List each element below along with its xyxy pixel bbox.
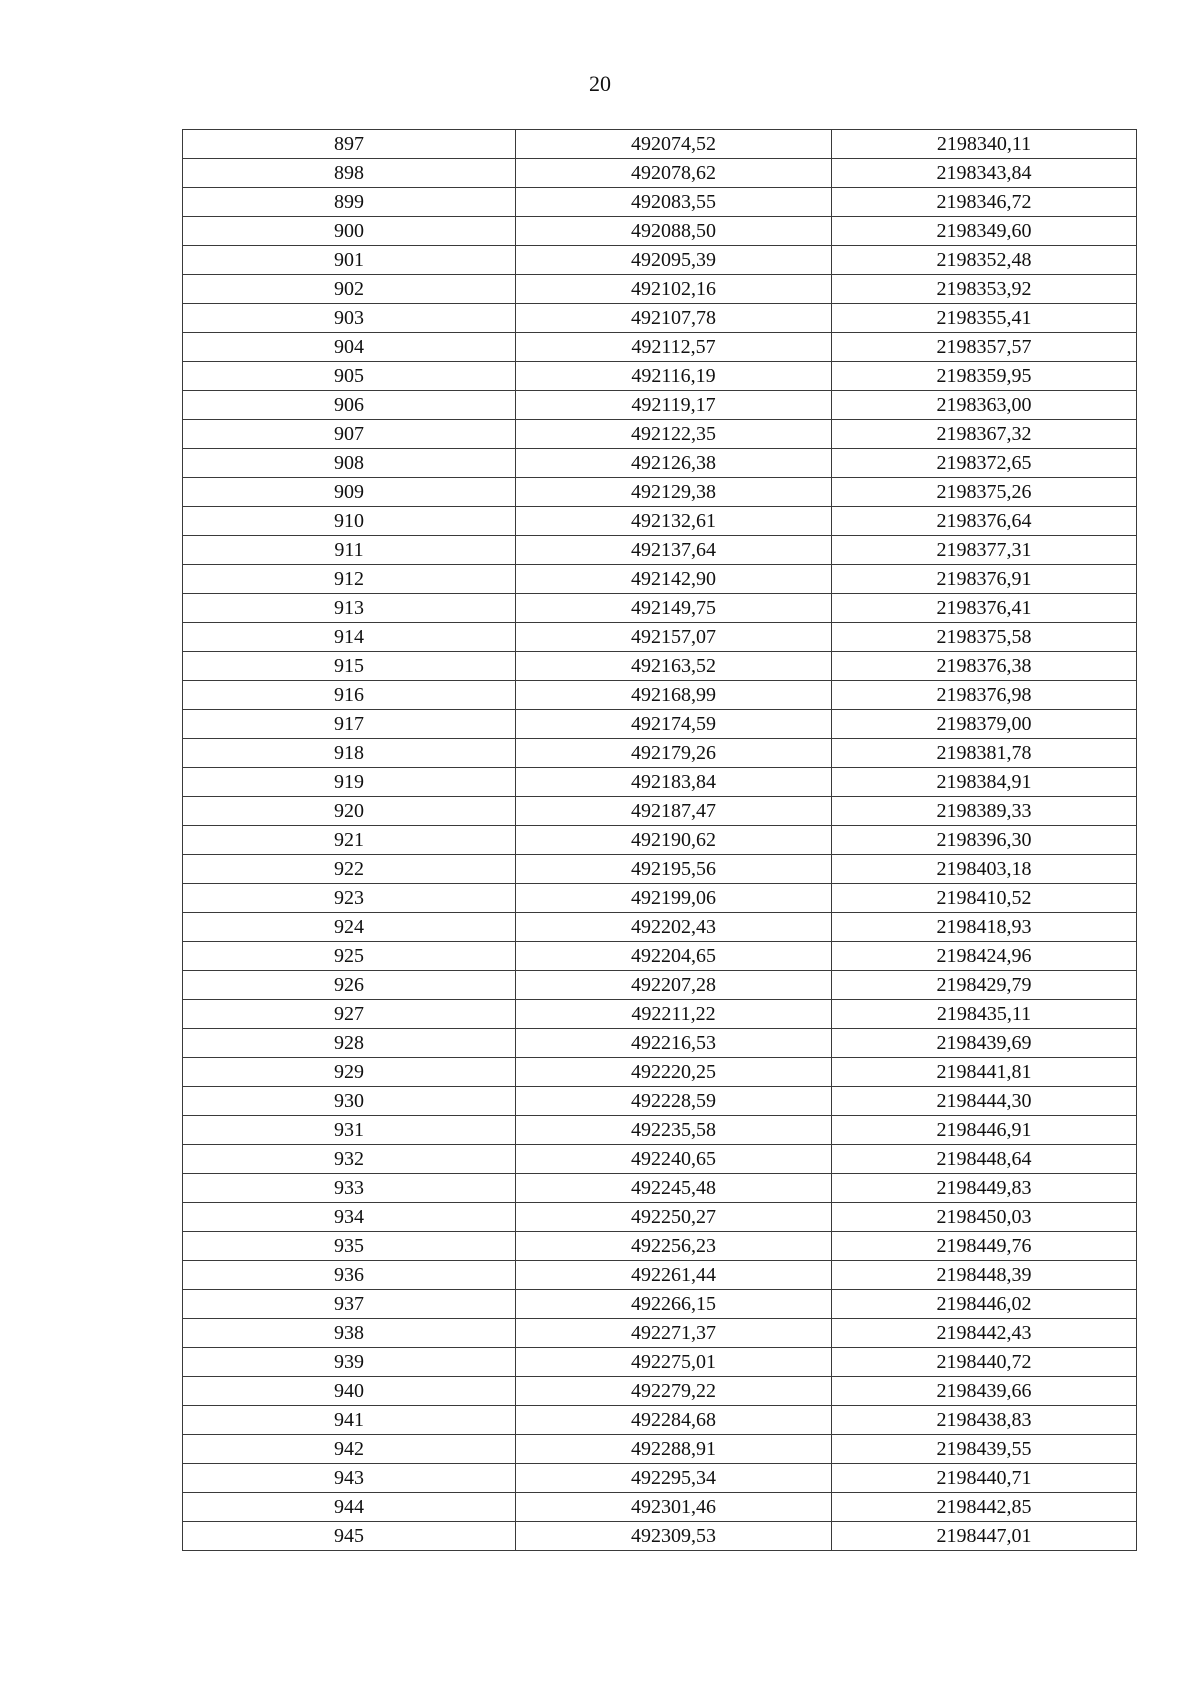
x-coordinate-cell: 492279,22	[516, 1377, 832, 1406]
y-coordinate-cell: 2198376,98	[832, 681, 1137, 710]
table-row	[183, 797, 1137, 826]
x-coordinate-cell: 492163,52	[516, 652, 832, 681]
point-number-cell: 940	[183, 1377, 516, 1406]
y-coordinate-cell: 2198349,60	[832, 217, 1137, 246]
point-number-cell: 937	[183, 1290, 516, 1319]
x-coordinate-cell: 492095,39	[516, 246, 832, 275]
x-coordinate-cell: 492275,01	[516, 1348, 832, 1377]
point-number-cell: 920	[183, 797, 516, 826]
point-number-cell: 900	[183, 217, 516, 246]
x-coordinate-cell: 492240,65	[516, 1145, 832, 1174]
x-coordinate-cell: 492235,58	[516, 1116, 832, 1145]
y-coordinate-cell: 2198396,30	[832, 826, 1137, 855]
table-row	[183, 1000, 1137, 1029]
y-coordinate-cell: 2198435,11	[832, 1000, 1137, 1029]
table-row	[183, 1290, 1137, 1319]
point-number-cell: 919	[183, 768, 516, 797]
table-row	[183, 971, 1137, 1000]
y-coordinate-cell: 2198372,65	[832, 449, 1137, 478]
table-row	[183, 1377, 1137, 1406]
point-number-cell: 941	[183, 1406, 516, 1435]
y-coordinate-cell: 2198355,41	[832, 304, 1137, 333]
point-number-cell: 926	[183, 971, 516, 1000]
table-row	[183, 420, 1137, 449]
table-row	[183, 1261, 1137, 1290]
point-number-cell: 914	[183, 623, 516, 652]
point-number-cell: 908	[183, 449, 516, 478]
point-number-cell: 903	[183, 304, 516, 333]
y-coordinate-cell: 2198359,95	[832, 362, 1137, 391]
table-row	[183, 826, 1137, 855]
table-row	[183, 362, 1137, 391]
table-row	[183, 1232, 1137, 1261]
y-coordinate-cell: 2198353,92	[832, 275, 1137, 304]
table-row	[183, 1435, 1137, 1464]
table-row	[183, 449, 1137, 478]
x-coordinate-cell: 492199,06	[516, 884, 832, 913]
point-number-cell: 905	[183, 362, 516, 391]
x-coordinate-cell: 492202,43	[516, 913, 832, 942]
x-coordinate-cell: 492309,53	[516, 1522, 832, 1551]
y-coordinate-cell: 2198449,76	[832, 1232, 1137, 1261]
table-row	[183, 188, 1137, 217]
point-number-cell: 929	[183, 1058, 516, 1087]
x-coordinate-cell: 492256,23	[516, 1232, 832, 1261]
x-coordinate-cell: 492107,78	[516, 304, 832, 333]
point-number-cell: 938	[183, 1319, 516, 1348]
y-coordinate-cell: 2198450,03	[832, 1203, 1137, 1232]
point-number-cell: 930	[183, 1087, 516, 1116]
y-coordinate-cell: 2198389,33	[832, 797, 1137, 826]
x-coordinate-cell: 492078,62	[516, 159, 832, 188]
x-coordinate-cell: 492271,37	[516, 1319, 832, 1348]
x-coordinate-cell: 492168,99	[516, 681, 832, 710]
x-coordinate-cell: 492266,15	[516, 1290, 832, 1319]
y-coordinate-cell: 2198439,66	[832, 1377, 1137, 1406]
point-number-cell: 911	[183, 536, 516, 565]
table-row	[183, 275, 1137, 304]
point-number-cell: 921	[183, 826, 516, 855]
y-coordinate-cell: 2198438,83	[832, 1406, 1137, 1435]
x-coordinate-cell: 492102,16	[516, 275, 832, 304]
x-coordinate-cell: 492284,68	[516, 1406, 832, 1435]
page-number: 20	[589, 71, 611, 96]
point-number-cell: 944	[183, 1493, 516, 1522]
x-coordinate-cell: 492187,47	[516, 797, 832, 826]
point-number-cell: 897	[183, 130, 516, 159]
x-coordinate-cell: 492301,46	[516, 1493, 832, 1522]
y-coordinate-cell: 2198442,85	[832, 1493, 1137, 1522]
coordinates-table	[182, 129, 1137, 1551]
point-number-cell: 932	[183, 1145, 516, 1174]
point-number-cell: 923	[183, 884, 516, 913]
table-row	[183, 391, 1137, 420]
table-row	[183, 884, 1137, 913]
point-number-cell: 927	[183, 1000, 516, 1029]
table-row	[183, 478, 1137, 507]
point-number-cell: 904	[183, 333, 516, 362]
y-coordinate-cell: 2198376,41	[832, 594, 1137, 623]
point-number-cell: 945	[183, 1522, 516, 1551]
y-coordinate-cell: 2198357,57	[832, 333, 1137, 362]
point-number-cell: 912	[183, 565, 516, 594]
table-row	[183, 710, 1137, 739]
table-row	[183, 159, 1137, 188]
y-coordinate-cell: 2198440,72	[832, 1348, 1137, 1377]
table-row	[183, 1203, 1137, 1232]
point-number-cell: 925	[183, 942, 516, 971]
x-coordinate-cell: 492179,26	[516, 739, 832, 768]
y-coordinate-cell: 2198444,30	[832, 1087, 1137, 1116]
table-row	[183, 217, 1137, 246]
point-number-cell: 901	[183, 246, 516, 275]
table-row	[183, 1116, 1137, 1145]
x-coordinate-cell: 492126,38	[516, 449, 832, 478]
table-row	[183, 623, 1137, 652]
point-number-cell: 918	[183, 739, 516, 768]
table-row	[183, 1174, 1137, 1203]
table-row	[183, 942, 1137, 971]
point-number-cell: 936	[183, 1261, 516, 1290]
y-coordinate-cell: 2198403,18	[832, 855, 1137, 884]
point-number-cell: 924	[183, 913, 516, 942]
point-number-cell: 898	[183, 159, 516, 188]
table-row	[183, 652, 1137, 681]
table-row	[183, 855, 1137, 884]
table-row	[183, 1058, 1137, 1087]
table-row	[183, 1464, 1137, 1493]
table-row	[183, 565, 1137, 594]
x-coordinate-cell: 492211,22	[516, 1000, 832, 1029]
x-coordinate-cell: 492122,35	[516, 420, 832, 449]
table-row	[183, 130, 1137, 159]
x-coordinate-cell: 492204,65	[516, 942, 832, 971]
point-number-cell: 906	[183, 391, 516, 420]
table-row	[183, 333, 1137, 362]
y-coordinate-cell: 2198441,81	[832, 1058, 1137, 1087]
point-number-cell: 899	[183, 188, 516, 217]
y-coordinate-cell: 2198381,78	[832, 739, 1137, 768]
x-coordinate-cell: 492157,07	[516, 623, 832, 652]
table-row	[183, 1145, 1137, 1174]
y-coordinate-cell: 2198447,01	[832, 1522, 1137, 1551]
y-coordinate-cell: 2198375,58	[832, 623, 1137, 652]
table-row	[183, 594, 1137, 623]
point-number-cell: 933	[183, 1174, 516, 1203]
point-number-cell: 943	[183, 1464, 516, 1493]
point-number-cell: 916	[183, 681, 516, 710]
x-coordinate-cell: 492220,25	[516, 1058, 832, 1087]
table-row	[183, 913, 1137, 942]
point-number-cell: 909	[183, 478, 516, 507]
point-number-cell: 922	[183, 855, 516, 884]
point-number-cell: 917	[183, 710, 516, 739]
table-row	[183, 1029, 1137, 1058]
table-row	[183, 536, 1137, 565]
table-row	[183, 1522, 1137, 1551]
y-coordinate-cell: 2198343,84	[832, 159, 1137, 188]
y-coordinate-cell: 2198375,26	[832, 478, 1137, 507]
table-row	[183, 246, 1137, 275]
table-row	[183, 1348, 1137, 1377]
y-coordinate-cell: 2198424,96	[832, 942, 1137, 971]
y-coordinate-cell: 2198352,48	[832, 246, 1137, 275]
x-coordinate-cell: 492207,28	[516, 971, 832, 1000]
point-number-cell: 915	[183, 652, 516, 681]
y-coordinate-cell: 2198384,91	[832, 768, 1137, 797]
table-row	[183, 739, 1137, 768]
y-coordinate-cell: 2198340,11	[832, 130, 1137, 159]
x-coordinate-cell: 492129,38	[516, 478, 832, 507]
x-coordinate-cell: 492112,57	[516, 333, 832, 362]
table-row	[183, 768, 1137, 797]
x-coordinate-cell: 492074,52	[516, 130, 832, 159]
x-coordinate-cell: 492119,17	[516, 391, 832, 420]
point-number-cell: 910	[183, 507, 516, 536]
x-coordinate-cell: 492132,61	[516, 507, 832, 536]
table-row	[183, 1319, 1137, 1348]
table-row	[183, 507, 1137, 536]
table-row	[183, 1493, 1137, 1522]
table-row	[183, 681, 1137, 710]
table-row	[183, 1406, 1137, 1435]
x-coordinate-cell: 492288,91	[516, 1435, 832, 1464]
y-coordinate-cell: 2198439,69	[832, 1029, 1137, 1058]
x-coordinate-cell: 492245,48	[516, 1174, 832, 1203]
point-number-cell: 928	[183, 1029, 516, 1058]
x-coordinate-cell: 492190,62	[516, 826, 832, 855]
y-coordinate-cell: 2198449,83	[832, 1174, 1137, 1203]
x-coordinate-cell: 492149,75	[516, 594, 832, 623]
y-coordinate-cell: 2198439,55	[832, 1435, 1137, 1464]
point-number-cell: 902	[183, 275, 516, 304]
y-coordinate-cell: 2198376,38	[832, 652, 1137, 681]
y-coordinate-cell: 2198440,71	[832, 1464, 1137, 1493]
x-coordinate-cell: 492116,19	[516, 362, 832, 391]
y-coordinate-cell: 2198367,32	[832, 420, 1137, 449]
y-coordinate-cell: 2198377,31	[832, 536, 1137, 565]
point-number-cell: 939	[183, 1348, 516, 1377]
table-row	[183, 1087, 1137, 1116]
y-coordinate-cell: 2198418,93	[832, 913, 1137, 942]
y-coordinate-cell: 2198429,79	[832, 971, 1137, 1000]
x-coordinate-cell: 492250,27	[516, 1203, 832, 1232]
point-number-cell: 913	[183, 594, 516, 623]
point-number-cell: 907	[183, 420, 516, 449]
point-number-cell: 934	[183, 1203, 516, 1232]
table-row	[183, 304, 1137, 333]
x-coordinate-cell: 492216,53	[516, 1029, 832, 1058]
x-coordinate-cell: 492183,84	[516, 768, 832, 797]
y-coordinate-cell: 2198363,00	[832, 391, 1137, 420]
x-coordinate-cell: 492088,50	[516, 217, 832, 246]
y-coordinate-cell: 2198448,39	[832, 1261, 1137, 1290]
x-coordinate-cell: 492137,64	[516, 536, 832, 565]
point-number-cell: 931	[183, 1116, 516, 1145]
y-coordinate-cell: 2198379,00	[832, 710, 1137, 739]
x-coordinate-cell: 492295,34	[516, 1464, 832, 1493]
y-coordinate-cell: 2198448,64	[832, 1145, 1137, 1174]
y-coordinate-cell: 2198410,52	[832, 884, 1137, 913]
y-coordinate-cell: 2198376,91	[832, 565, 1137, 594]
x-coordinate-cell: 492228,59	[516, 1087, 832, 1116]
point-number-cell: 935	[183, 1232, 516, 1261]
x-coordinate-cell: 492083,55	[516, 188, 832, 217]
y-coordinate-cell: 2198376,64	[832, 507, 1137, 536]
y-coordinate-cell: 2198446,91	[832, 1116, 1137, 1145]
x-coordinate-cell: 492261,44	[516, 1261, 832, 1290]
x-coordinate-cell: 492142,90	[516, 565, 832, 594]
y-coordinate-cell: 2198442,43	[832, 1319, 1137, 1348]
x-coordinate-cell: 492195,56	[516, 855, 832, 884]
y-coordinate-cell: 2198346,72	[832, 188, 1137, 217]
x-coordinate-cell: 492174,59	[516, 710, 832, 739]
point-number-cell: 942	[183, 1435, 516, 1464]
y-coordinate-cell: 2198446,02	[832, 1290, 1137, 1319]
coordinates-table-body	[183, 130, 1137, 1551]
